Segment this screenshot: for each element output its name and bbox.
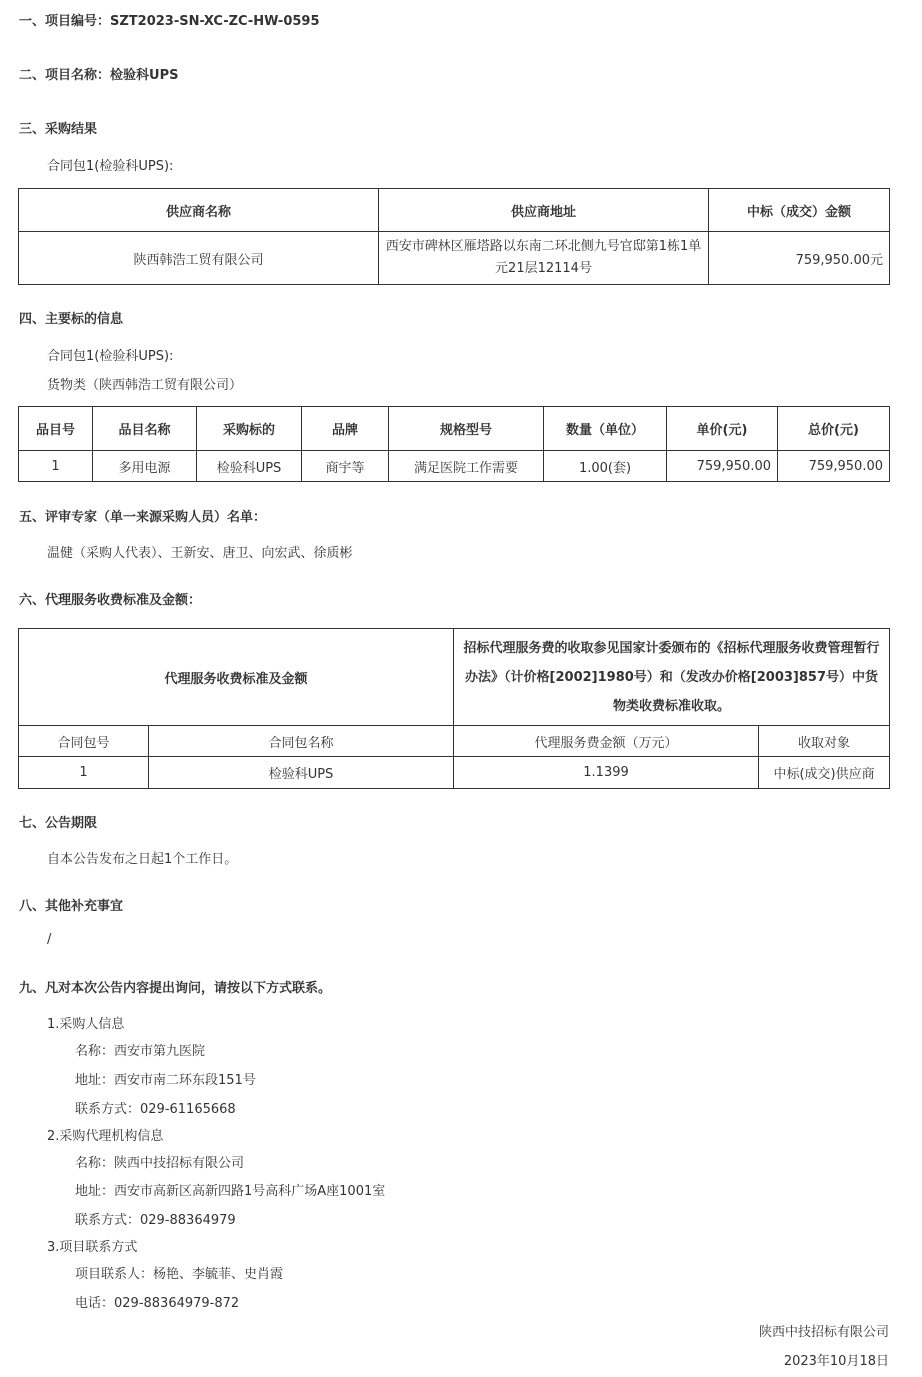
agent-name: 名称：陕西中技招标有限公司 [75,1156,245,1171]
expert-names: 温健（采购人代表）、王新安、唐卫、向宏武、徐质彬 [47,546,353,561]
project-name [19,64,178,83]
project-name-label: 二、项目名称： [19,68,111,83]
fee-payer: 中标(成交)供应商 [759,757,890,789]
project-number-value: SZT2023-SN-XC-ZC-HW-0595 [110,14,320,29]
items-header-total: 总价(元) [778,407,890,451]
fee-amount: 1.1399 [454,757,759,789]
notice-period: 自本公告发布之日起1个工作日。 [47,852,238,867]
section-5-title: 五、评审专家（单一来源采购人员）名单： [19,510,267,525]
section-3-title: 三、采购结果 [19,122,98,137]
contact-title: 3.项目联系方式 [47,1240,138,1255]
agent-phone: 联系方式：029-88364979 [75,1213,236,1228]
table-row [19,451,890,482]
fee-package-no: 1 [19,757,149,789]
supplementary-text: / [47,932,52,947]
items-table [18,406,890,482]
items-unit-price: 759,950.00 [667,451,778,482]
result-supplier: 陕西韩浩工贸有限公司 [19,232,379,285]
project-number [19,10,320,29]
footer-org: 陕西中技招标有限公司 [758,1325,889,1340]
fee-header-amount: 代理服务费金额（万元） [454,726,759,757]
items-header-target: 采购标的 [197,407,302,451]
fee-header-package-name: 合同包名称 [149,726,454,757]
section-4-title: 四、主要标的信息 [19,312,124,327]
section-7-title: 七、公告期限 [19,816,98,831]
section-9-title: 九、凡对本次公告内容提出询问，请按以下方式联系。 [19,981,332,996]
result-header-amount: 中标（成交）金额 [709,189,890,232]
fee-header-package-no: 合同包号 [19,726,149,757]
section-3-package: 合同包1(检验科UPS): [47,159,174,174]
items-name: 多用电源 [93,451,197,482]
items-no: 1 [19,451,93,482]
items-total: 759,950.00 [778,451,890,482]
items-header-brand: 品牌 [302,407,389,451]
section-4-package: 合同包1(检验科UPS): [47,349,174,364]
items-target: 检验科UPS [197,451,302,482]
agent-address: 地址：西安市高新区高新四路1号高科广场A座1001室 [75,1184,386,1199]
section-8-title: 八、其他补充事宜 [19,899,124,914]
section-6-title: 六、代理服务收费标准及金额： [19,593,202,608]
fee-standard-header: 代理服务收费标准及金额 [19,629,454,726]
project-number-label: 一、项目编号： [19,14,111,29]
result-address: 西安市碑林区雁塔路以东南二环北侧九号官邸第1栋1单元21层12114号 [379,232,709,285]
contact-person: 项目联系人：杨艳、李毓菲、史肖霞 [75,1267,284,1282]
result-amount: 759,950.00元 [709,232,890,285]
buyer-title: 1.采购人信息 [47,1017,125,1032]
table-row [19,757,890,789]
buyer-address: 地址：西安市南二环东段151号 [75,1073,256,1088]
fee-package-name: 检验科UPS [149,757,454,789]
items-qty: 1.00(套) [544,451,667,482]
items-header-unit-price: 单价(元) [667,407,778,451]
items-brand: 商宇等 [302,451,389,482]
result-header-supplier: 供应商名称 [19,189,379,232]
result-table [18,188,890,285]
buyer-phone: 联系方式：029-61165668 [75,1102,236,1117]
buyer-name: 名称：西安市第九医院 [75,1044,206,1059]
items-header-name: 品目名称 [93,407,197,451]
table-row [19,232,890,285]
fee-standard-description: 招标代理服务费的收取参见国家计委颁布的《招标代理服务收费管理暂行办法》（计价格[2002]1980号）和（发改办价格[2003]857号）中货物类收费标准收取。 [454,629,890,726]
items-spec: 满足医院工作需要 [389,451,544,482]
items-header-no: 品目号 [19,407,93,451]
footer-date: 2023年10月18日 [783,1354,889,1369]
project-name-value: 检验科UPS [110,68,179,83]
items-header-qty: 数量（单位） [544,407,667,451]
section-4-category: 货物类（陕西韩浩工贸有限公司） [47,378,243,393]
agent-title: 2.采购代理机构信息 [47,1129,164,1144]
result-header-address: 供应商地址 [379,189,709,232]
contact-phone: 电话：029-88364979-872 [75,1296,240,1311]
fee-table [18,628,890,789]
items-header-spec: 规格型号 [389,407,544,451]
fee-header-payer: 收取对象 [759,726,890,757]
